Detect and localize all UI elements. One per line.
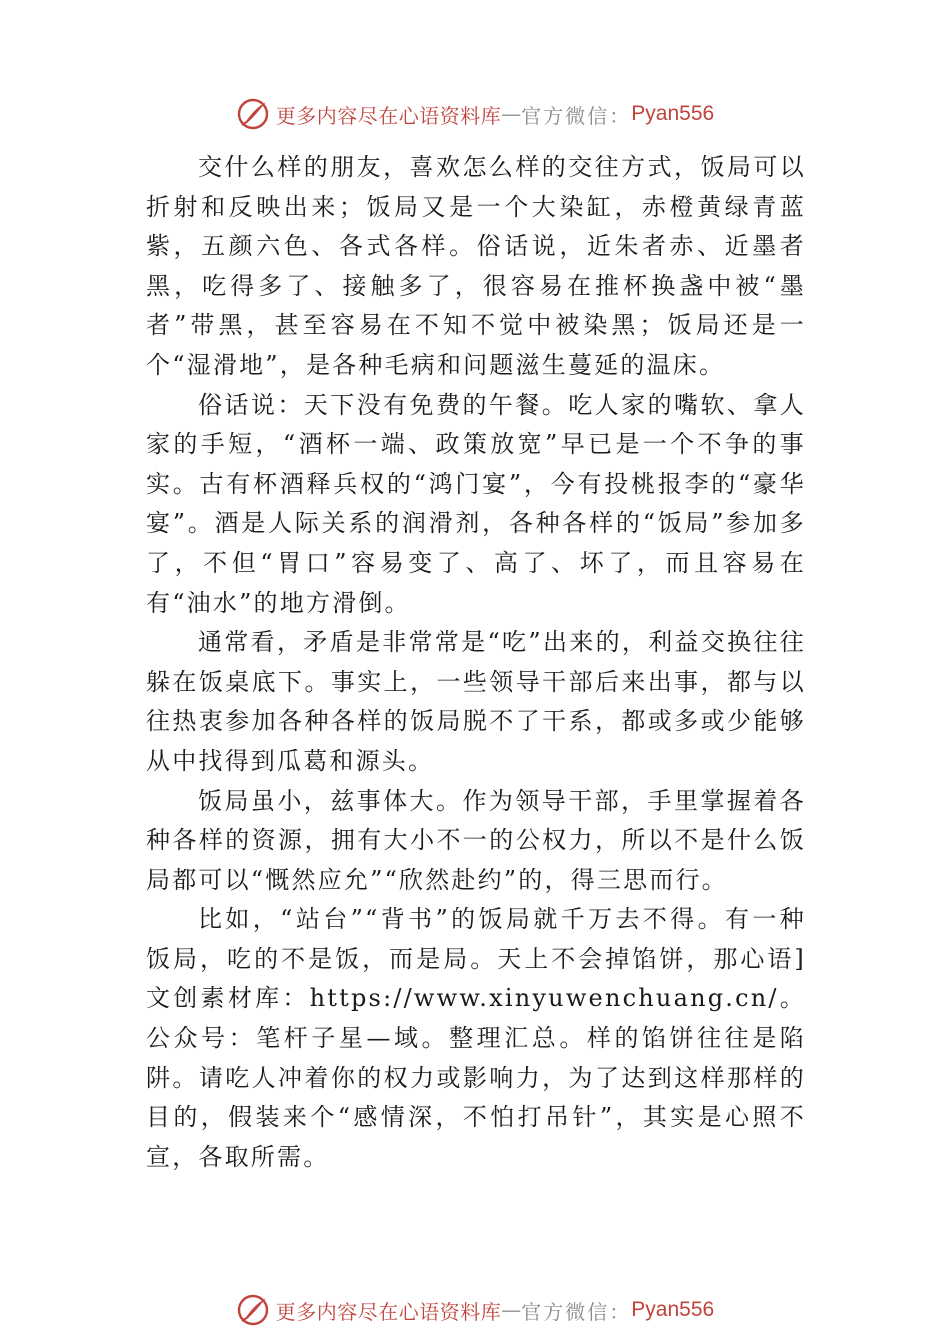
article-body xyxy=(146,148,806,1177)
paragraph-4: 饭局虽小，兹事体大。作为领导干部，手里掌握着各种各样的资源，拥有大小不一的公权力，所以不是什么饭局都可以“慨然应允”“欣然赴约”的，得三思而行。 xyxy=(146,786,806,894)
paragraph-2: 俗话说：天下没有免费的午餐。吃人家的嘴软、拿人家的手短，“酒杯一端、政策放宽”早已是一个不争的事实。古有杯酒释兵权的“鸿门宴”，今有投桃报李的“豪华宴”。酒是人际关系的润滑剂，各种各样的“饭局”参加多了，不但“胃口”容易变了、高了、坏了，而且容易在有“油水”的地方滑倒。 xyxy=(146,390,806,617)
header-site-name: 更多内容尽在心语资料库 xyxy=(275,103,502,128)
header-banner xyxy=(0,94,950,134)
header-wechat-label: 官方微信： xyxy=(521,103,632,128)
paragraph-5: 比如，“站台”“背书”的饭局就千万去不得。有一种饭局，吃的不是饭，而是局。天上不会掉馅饼，那心语]文创素材库：https://www.xinyuwenchuang.cn/。公众号：笔杆子星—域。整理汇总。样的馅饼往往是陷阱。请吃人冲着你的权力或影响力，为了达到这样那样的目的，假装来个“感情深，不怕打吊针”，其实是心照不宣，各取所需。 xyxy=(146,905,806,1171)
paragraph-3: 通常看，矛盾是非常常是“吃”出来的，利益交换往往躲在饭桌底下。事实上，一些领导干部后来出事，都与以往热衷参加各种各样的饭局脱不了干系，都或多或少能够从中找得到瓜葛和源头。 xyxy=(146,628,806,775)
footer-banner xyxy=(0,1290,950,1330)
footer-site-name: 更多内容尽在心语资料库 xyxy=(275,1299,502,1324)
footer-wechat-id: Pyan556 xyxy=(631,1298,715,1321)
quill-logo-icon xyxy=(236,1293,270,1327)
header-wechat-id: Pyan556 xyxy=(631,102,715,125)
footer-dash: — xyxy=(501,1298,522,1322)
paragraph-1: 交什么样的朋友，喜欢怎么样的交往方式，饭局可以折射和反映出来；饭局又是一个大染缸，赤橙黄绿青蓝紫，五颜六色、各式各样。俗话说，近朱者赤、近墨者黑，吃得多了、接触多了，很容易在推杯换盏中被“墨者”带黑，甚至容易在不知不觉中被染黑；饭局还是一个“湿滑地”，是各种毛病和问题滋生蔓延的温床。 xyxy=(146,153,806,379)
quill-logo-icon xyxy=(236,97,270,131)
footer-wechat-label: 官方微信： xyxy=(521,1299,632,1324)
header-dash: — xyxy=(501,102,522,126)
